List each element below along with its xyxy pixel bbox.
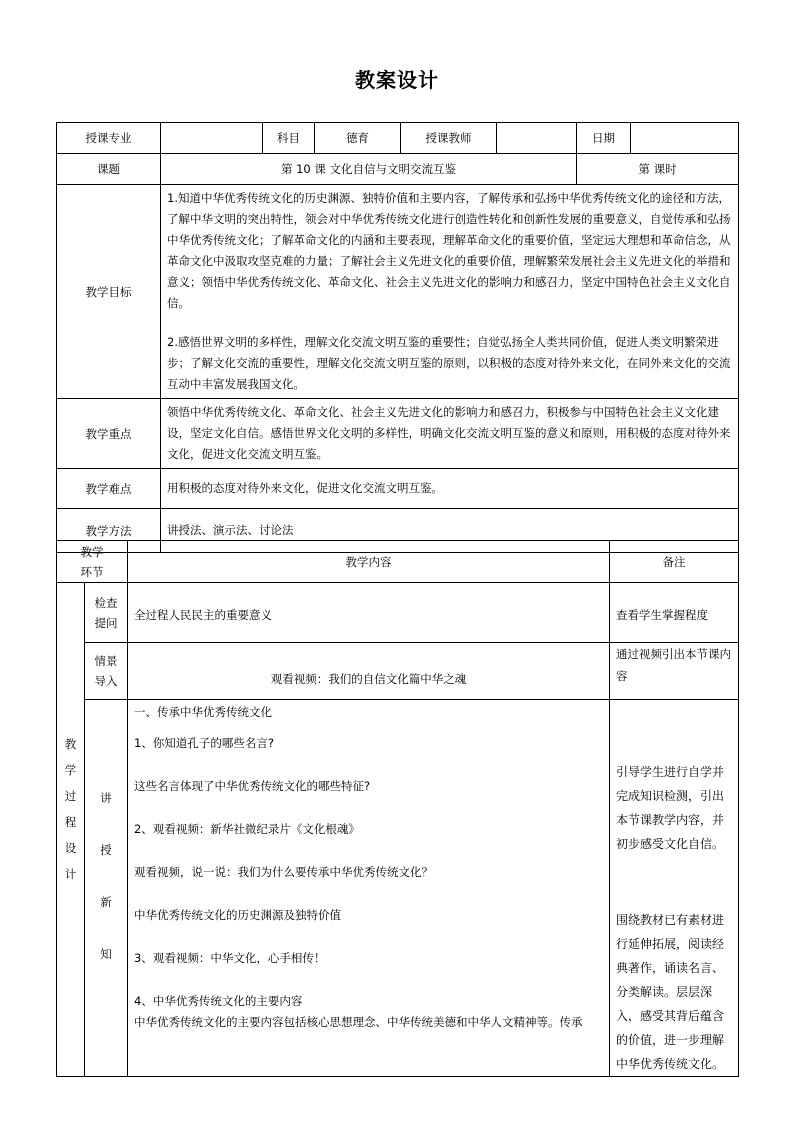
remark-header: 备注 <box>610 541 739 583</box>
methods-content: 讲授法、演示法、讨论法 <box>161 509 739 553</box>
subject-value[interactable]: 德育 <box>315 123 401 154</box>
teach-stage <box>85 700 128 1077</box>
difficulties-label: 教学难点 <box>57 469 161 509</box>
lesson-info-table <box>56 122 739 553</box>
intro-stage-line-2: 导入 <box>94 674 118 688</box>
teach-remark-2: 围绕教材已有素材进行延伸拓展，阅读经典著作，诵读名言、分类解读。层层深入，感受其背后蕴含的价值，进一步理解中华优秀传统文化。 <box>616 913 725 1071</box>
major-label: 授课专业 <box>57 123 161 154</box>
teacher-label: 授课教师 <box>401 123 497 154</box>
teach-line: 一、传承中华优秀传统文化 <box>134 705 272 719</box>
date-label: 日期 <box>577 123 631 154</box>
methods-label: 教学方法 <box>57 509 161 553</box>
side-char: 计 <box>64 867 77 881</box>
teach-line: 4、中华优秀传统文化的主要内容 <box>134 994 303 1008</box>
goals-content <box>161 185 739 399</box>
difficulties-content: 用积极的态度对待外来文化，促进文化交流文明互鉴。 <box>161 469 739 509</box>
topic-value: 第 10 课 文化自信与文明交流互鉴 <box>161 154 577 185</box>
teach-line: 2、观看视频：新华社微纪录片《文化根魂》 <box>134 822 360 836</box>
teach-line: 这些名言体现了中华优秀传统文化的哪些特征? <box>134 779 371 793</box>
content-header: 教学内容 <box>128 541 610 583</box>
intro-remark: 通过视频引出本节课内容 <box>610 643 739 700</box>
teach-remark-1: 引导学生进行自学并完成知识检测，引出本节课教学内容，并初步感受文化自信。 <box>616 765 725 851</box>
topic-label: 课题 <box>57 154 161 185</box>
period-value: 第 课时 <box>577 154 739 185</box>
date-value[interactable] <box>631 123 739 154</box>
teach-stage-char: 讲 <box>100 791 112 805</box>
process-side-label <box>57 583 85 1077</box>
teach-line: 中华优秀传统文化的历史渊源及独特价值 <box>134 908 341 922</box>
teacher-value[interactable] <box>497 123 577 154</box>
side-char: 教 <box>64 737 77 751</box>
teach-stage-char: 新 <box>100 895 112 909</box>
teach-remark <box>610 700 739 1077</box>
check-stage-line-2: 提问 <box>94 615 118 630</box>
key-points-content: 领悟中华优秀传统文化、革命文化、社会主义先进文化的影响力和感召力，积极参与中国特色社会主义文化建设，坚定文化自信。感悟世界文化文明的多样性，明确文化交流文明互鉴的意义和原则，用积极的态度对待外来文化，促进文化交流文明互鉴。 <box>161 399 739 469</box>
teach-line: 观看视频，说一说：我们为什么要传承中华优秀传统文化？ <box>134 865 433 879</box>
check-content: 全过程人民民主的重要意义 <box>128 583 610 643</box>
goals-label: 教学目标 <box>57 185 161 399</box>
side-char: 学 <box>64 763 77 777</box>
intro-stage <box>85 643 128 700</box>
check-remark: 查看学生掌握程度 <box>610 583 739 643</box>
goals-paragraph-1: 1.知道中华优秀传统文化的历史渊源、独特价值和主要内容，了解传承和弘扬中华优秀传统文化的途径和方法，了解中华文明的突出特性，领会对中华优秀传统文化进行创造性转化和创新性发展的重要意义，自觉传承和弘扬中华优秀传统文化；了解革命文化的内涵和主要表现，理解革命文化的重要价值，坚定远大理想和革命信念，从革命文化中汲取攻坚克难的力量；了解社会主义先进文化的重要价值，理解繁荣发展社会主义先进文化的举措和意义；领悟中华优秀传统文化、革命文化、社会主义先进文化的影响力和感召力，坚定中国特色社会主义文化自信。 <box>167 191 731 310</box>
teach-stage-char: 知 <box>100 947 112 961</box>
intro-content: 观看视频：我们的自信文化篇中华之魂 <box>128 643 610 700</box>
side-char: 程 <box>64 815 77 829</box>
teach-content <box>128 700 610 1077</box>
side-char: 设 <box>64 841 77 855</box>
check-stage <box>85 583 128 643</box>
teach-line: 中华优秀传统文化的主要内容包括核心思想理念、中华传统美德和中华人文精神等。传承 <box>134 1015 583 1029</box>
goals-paragraph-2: 2.感悟世界文明的多样性，理解文化交流文明互鉴的重要性；自觉弘扬全人类共同价值，促进人类文明繁荣进步；了解文化交流的重要性，理解文化交流文明互鉴的原则，以积极的态度对待外来文化，在同外来文化的交流互动中丰富发展我国文化。 <box>167 335 731 391</box>
teach-line: 1、你知道孔子的哪些名言? <box>134 736 274 750</box>
key-points-label: 教学重点 <box>57 399 161 469</box>
stage-header-line-1: 教学 <box>80 544 104 559</box>
check-stage-line-1: 检查 <box>94 595 118 610</box>
process-table <box>56 540 739 1077</box>
major-value[interactable] <box>161 123 263 154</box>
subject-label: 科目 <box>263 123 315 154</box>
side-char: 过 <box>64 789 77 803</box>
stage-header-line-2: 环节 <box>80 564 104 579</box>
teach-line: 3、观看视频：中华文化，心手相传！ <box>134 951 326 965</box>
teach-stage-char: 授 <box>100 843 112 857</box>
page-title: 教案设计 <box>355 68 439 92</box>
stage-header <box>57 541 128 583</box>
intro-stage-line-1: 情景 <box>94 654 118 668</box>
